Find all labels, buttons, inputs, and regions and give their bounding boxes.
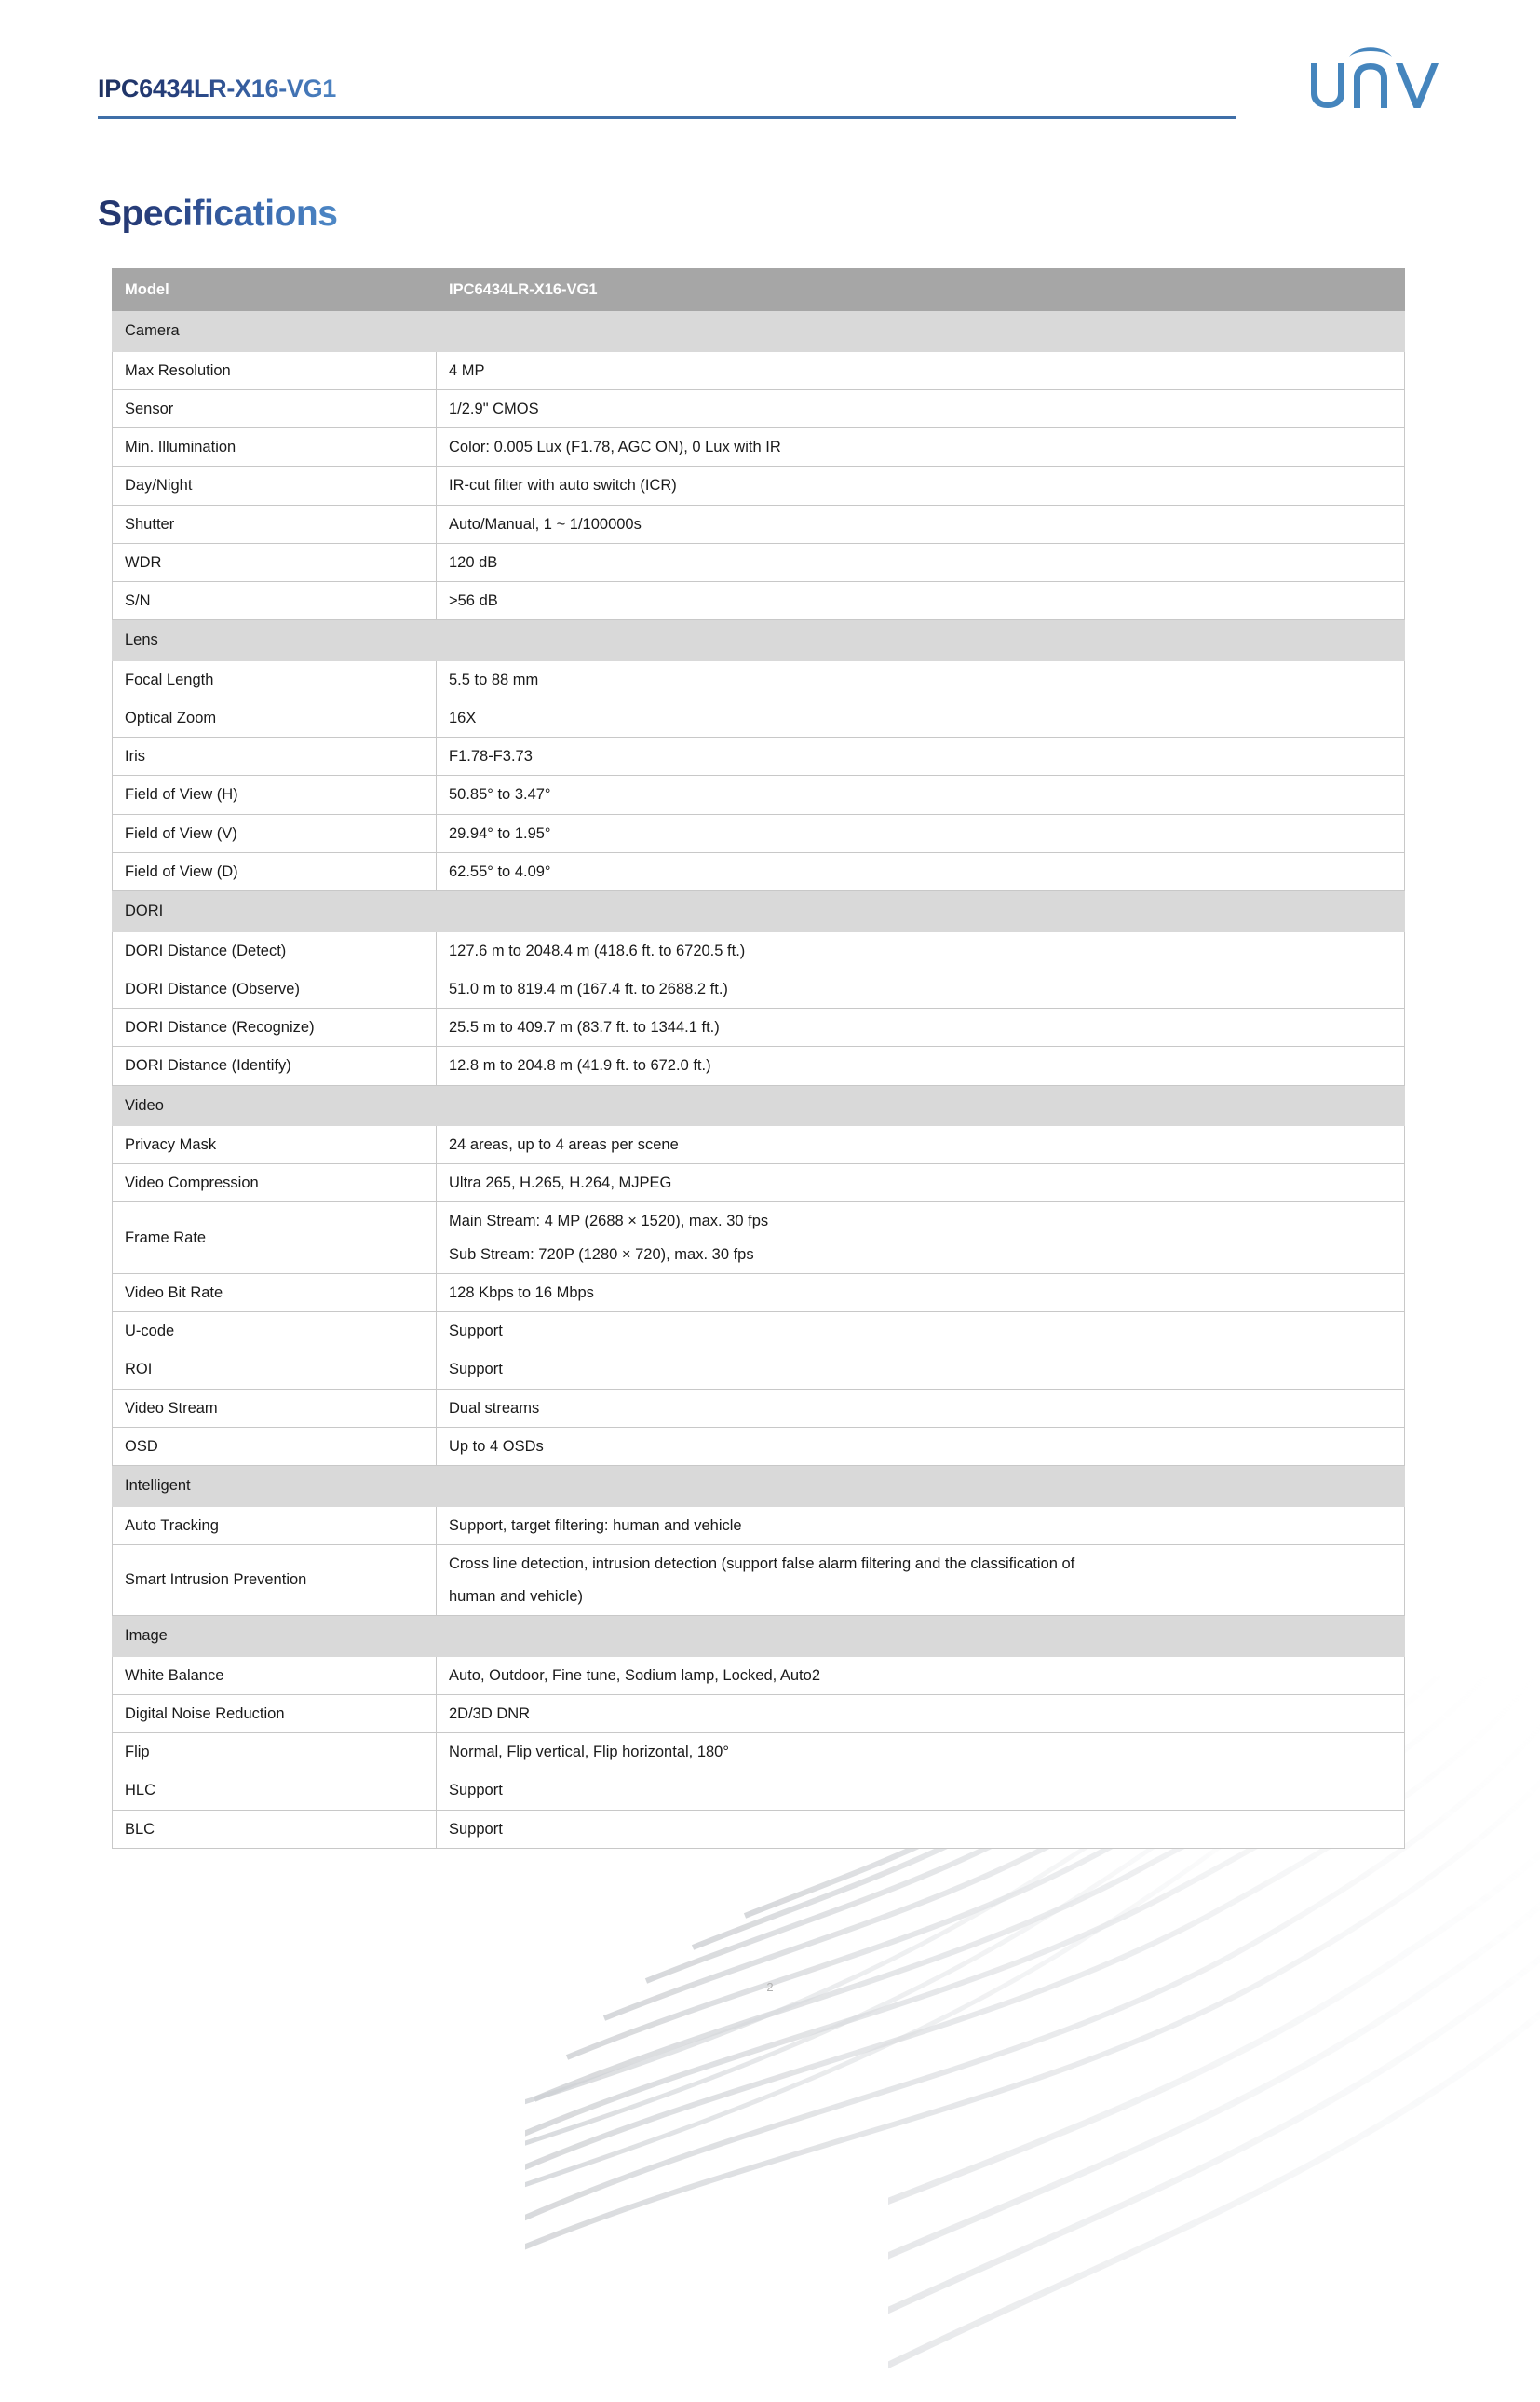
table-row [113,738,1405,776]
table-section-row [113,620,1405,660]
spec-label: Field of View (D) [113,852,437,890]
spec-label: Digital Noise Reduction [113,1694,437,1732]
spec-value-line: Cross line detection, intrusion detection (support false alarm filtering and the classification of [449,1554,1075,1572]
spec-value: Color: 0.005 Lux (F1.78, AGC ON), 0 Lux with IR [437,428,1405,467]
spec-value: 120 dB [437,543,1405,581]
table-row [113,1733,1405,1771]
spec-label: U-code [113,1312,437,1350]
spec-value: Normal, Flip vertical, Flip horizontal, 180° [437,1733,1405,1771]
spec-value: F1.78-F3.73 [437,738,1405,776]
table-section-row [113,1466,1405,1506]
spec-value: 128 Kbps to 16 Mbps [437,1273,1405,1311]
table-row [113,1009,1405,1047]
table-row [113,1656,1405,1694]
page-title: Specifications [98,194,338,234]
table-row [113,1544,1405,1616]
page-header [0,0,1540,149]
spec-label: OSD [113,1427,437,1465]
table-row [113,1202,1405,1274]
table-row [113,1047,1405,1085]
spec-label: Video Stream [113,1389,437,1427]
table-section-row [113,311,1405,351]
table-row [113,660,1405,699]
specifications-table [112,268,1405,1849]
spec-label: Flip [113,1733,437,1771]
spec-value: 62.55° to 4.09° [437,852,1405,890]
table-row [113,1771,1405,1810]
table-row [113,852,1405,890]
spec-label: HLC [113,1771,437,1810]
spec-label: Privacy Mask [113,1125,437,1163]
spec-value-line: Main Stream: 4 MP (2688 × 1520), max. 30 fps [449,1213,769,1230]
table-section-row [113,891,1405,931]
spec-label: DORI Distance (Recognize) [113,1009,437,1047]
table-row [113,1350,1405,1389]
table-header-value: IPC6434LR-X16-VG1 [437,269,1405,311]
spec-label: BLC [113,1810,437,1848]
table-row [113,351,1405,389]
spec-label: ROI [113,1350,437,1389]
spec-value [437,1202,1405,1274]
table-section-row [113,1616,1405,1656]
spec-value: Support [437,1312,1405,1350]
spec-value: 50.85° to 3.47° [437,776,1405,814]
spec-value: Auto, Outdoor, Fine tune, Sodium lamp, Locked, Auto2 [437,1656,1405,1694]
spec-value: 127.6 m to 2048.4 m (418.6 ft. to 6720.5 ft.) [437,931,1405,970]
spec-label: Sensor [113,389,437,427]
spec-label: DORI Distance (Observe) [113,970,437,1008]
table-row [113,814,1405,852]
spec-value: 29.94° to 1.95° [437,814,1405,852]
spec-value [437,1544,1405,1616]
spec-value: 25.5 m to 409.7 m (83.7 ft. to 1344.1 ft.) [437,1009,1405,1047]
spec-value: Support, target filtering: human and vehicle [437,1506,1405,1544]
spec-value: 12.8 m to 204.8 m (41.9 ft. to 672.0 ft.) [437,1047,1405,1085]
spec-label: Video Bit Rate [113,1273,437,1311]
spec-value: Up to 4 OSDs [437,1427,1405,1465]
table-row [113,931,1405,970]
spec-label: Focal Length [113,660,437,699]
spec-label: Day/Night [113,467,437,505]
spec-value: Ultra 265, H.265, H.264, MJPEG [437,1164,1405,1202]
spec-value: 24 areas, up to 4 areas per scene [437,1125,1405,1163]
section-label: DORI [113,891,1405,931]
table-row [113,543,1405,581]
spec-value: >56 dB [437,582,1405,620]
table-row [113,1810,1405,1848]
spec-label: Field of View (V) [113,814,437,852]
spec-value: 16X [437,699,1405,737]
spec-label: Smart Intrusion Prevention [113,1544,437,1616]
spec-value: Support [437,1771,1405,1810]
spec-label: Auto Tracking [113,1506,437,1544]
section-label: Intelligent [113,1466,1405,1506]
spec-value: 2D/3D DNR [437,1694,1405,1732]
table-header-label: Model [113,269,437,311]
spec-value: Auto/Manual, 1 ~ 1/100000s [437,505,1405,543]
table-row [113,970,1405,1008]
spec-label: White Balance [113,1656,437,1694]
specifications-table-container [112,268,1404,1849]
header-divider-line [98,116,1236,119]
table-row [113,699,1405,737]
page-number: 2 [766,1980,774,1994]
table-row [113,428,1405,467]
spec-value: Dual streams [437,1389,1405,1427]
section-label: Camera [113,311,1405,351]
table-row [113,1125,1405,1163]
document-model-title: IPC6434LR-X16-VG1 [98,75,337,102]
section-label: Video [113,1085,1405,1125]
spec-value: Support [437,1350,1405,1389]
spec-value: 1/2.9" CMOS [437,389,1405,427]
unv-logo [1305,39,1454,112]
spec-label: Min. Illumination [113,428,437,467]
table-row [113,389,1405,427]
spec-value: 4 MP [437,351,1405,389]
spec-label: Frame Rate [113,1202,437,1274]
table-row [113,582,1405,620]
table-row [113,1273,1405,1311]
spec-label: Video Compression [113,1164,437,1202]
spec-label: DORI Distance (Identify) [113,1047,437,1085]
spec-label: Iris [113,738,437,776]
spec-value-line: human and vehicle) [449,1588,584,1606]
table-row [113,1694,1405,1732]
table-row [113,1164,1405,1202]
table-row [113,1312,1405,1350]
spec-label: DORI Distance (Detect) [113,931,437,970]
spec-label: Optical Zoom [113,699,437,737]
table-row [113,776,1405,814]
table-row [113,1427,1405,1465]
table-header-row [113,269,1405,311]
table-row [113,505,1405,543]
table-row [113,1506,1405,1544]
spec-label: WDR [113,543,437,581]
spec-value-line: Sub Stream: 720P (1280 × 720), max. 30 fps [449,1245,754,1263]
spec-label: Shutter [113,505,437,543]
section-label: Image [113,1616,1405,1656]
table-section-row [113,1085,1405,1125]
spec-value: IR-cut filter with auto switch (ICR) [437,467,1405,505]
spec-label: S/N [113,582,437,620]
table-row [113,1389,1405,1427]
spec-value: 5.5 to 88 mm [437,660,1405,699]
spec-label: Field of View (H) [113,776,437,814]
spec-label: Max Resolution [113,351,437,389]
table-row [113,467,1405,505]
spec-value: 51.0 m to 819.4 m (167.4 ft. to 2688.2 ft.) [437,970,1405,1008]
section-label: Lens [113,620,1405,660]
spec-value: Support [437,1810,1405,1848]
